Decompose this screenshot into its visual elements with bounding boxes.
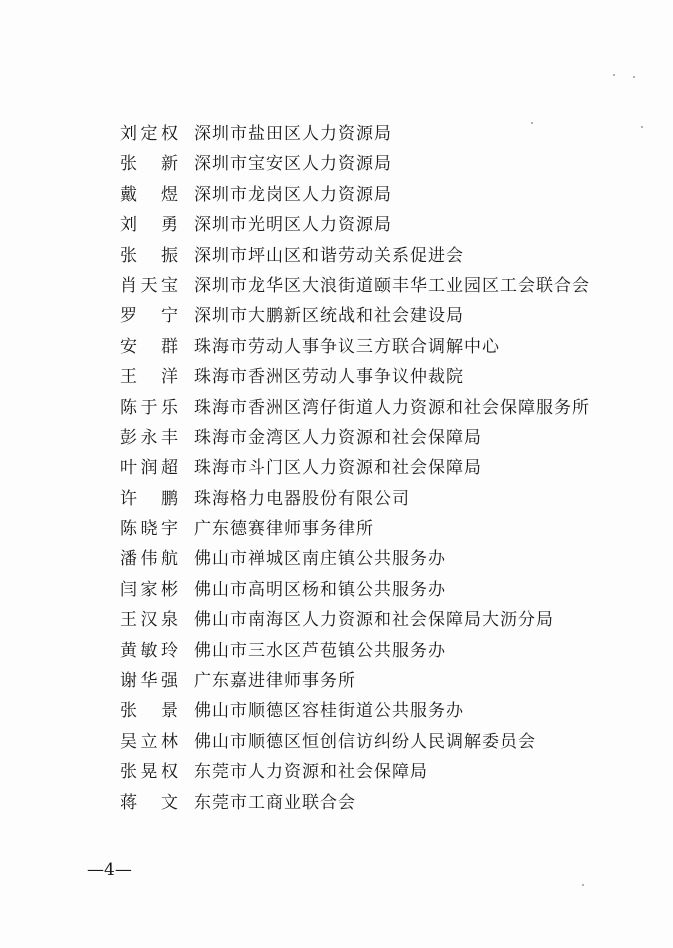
person-name: 刘勇 bbox=[120, 215, 178, 236]
roster-row bbox=[120, 757, 640, 787]
person-name: 闫家彬 bbox=[120, 579, 178, 600]
roster-row bbox=[120, 514, 640, 544]
roster-row bbox=[120, 666, 640, 696]
roster-row bbox=[120, 423, 640, 453]
person-name: 谢华强 bbox=[120, 671, 178, 692]
person-name: 王汉泉 bbox=[120, 610, 178, 631]
person-name: 许鹏 bbox=[120, 488, 178, 509]
person-name: 吴立林 bbox=[120, 731, 178, 752]
person-name: 张振 bbox=[120, 245, 178, 266]
person-name: 罗宁 bbox=[120, 306, 178, 327]
person-name: 蒋文 bbox=[120, 792, 178, 813]
organization-name: 广东德赛律师事务律所 bbox=[194, 519, 374, 540]
roster-row bbox=[120, 393, 640, 423]
person-name: 戴煜 bbox=[120, 184, 178, 205]
organization-name: 深圳市盐田区人力资源局 bbox=[194, 124, 392, 144]
roster-row bbox=[120, 180, 640, 210]
person-name: 张景 bbox=[120, 701, 178, 722]
organization-name: 佛山市顺德区容桂街道公共服务办 bbox=[194, 701, 464, 722]
scan-speck bbox=[641, 126, 643, 128]
organization-name: 深圳市坪山区和谐劳动关系促进会 bbox=[194, 245, 464, 266]
person-name: 安群 bbox=[120, 336, 178, 357]
organization-name: 佛山市顺德区恒创信访纠纷人民调解委员会 bbox=[194, 731, 536, 752]
organization-name: 佛山市三水区芦苞镇公共服务办 bbox=[194, 640, 446, 661]
organization-name: 佛山市高明区杨和镇公共服务办 bbox=[194, 579, 446, 600]
person-name: 叶润超 bbox=[120, 458, 178, 479]
roster-row bbox=[120, 696, 640, 726]
roster-row bbox=[120, 788, 640, 818]
roster-row bbox=[120, 605, 640, 635]
organization-name: 珠海市劳动人事争议三方联合调解中心 bbox=[194, 336, 500, 357]
organization-name: 深圳市宝安区人力资源局 bbox=[194, 154, 392, 175]
organization-name: 深圳市光明区人力资源局 bbox=[194, 215, 392, 236]
page-number: —4— bbox=[87, 860, 132, 880]
roster-row bbox=[120, 241, 640, 271]
organization-name: 佛山市禅城区南庄镇公共服务办 bbox=[194, 549, 446, 570]
person-name: 张新 bbox=[120, 154, 178, 175]
person-name: 陈于乐 bbox=[120, 397, 178, 418]
organization-name: 佛山市南海区人力资源和社会保障局大沥分局 bbox=[194, 610, 554, 631]
roster-row bbox=[120, 271, 640, 301]
person-name: 彭永丰 bbox=[120, 427, 178, 448]
roster-row bbox=[120, 636, 640, 666]
person-name: 陈晓宇 bbox=[120, 519, 178, 540]
roster-row bbox=[120, 484, 640, 514]
person-name: 黄敏玲 bbox=[120, 640, 178, 661]
organization-name: 珠海市金湾区人力资源和社会保障局 bbox=[194, 427, 482, 448]
organization-name: 珠海市香洲区劳动人事争议仲裁院 bbox=[194, 367, 464, 388]
roster-row bbox=[120, 362, 640, 392]
organization-name: 深圳市大鹏新区统战和社会建设局 bbox=[194, 306, 464, 327]
organization-name: 珠海格力电器股份有限公司 bbox=[194, 488, 410, 509]
roster-row bbox=[120, 727, 640, 757]
organization-name: 东莞市工商业联合会 bbox=[194, 792, 356, 813]
roster-row bbox=[120, 119, 640, 149]
person-name: 王洋 bbox=[120, 367, 178, 388]
person-name: 潘伟航 bbox=[120, 549, 178, 570]
organization-name: 珠海市香洲区湾仔街道人力资源和社会保障服务所 bbox=[194, 397, 590, 418]
scan-speck bbox=[582, 884, 584, 886]
organization-name: 东莞市人力资源和社会保障局 bbox=[194, 762, 428, 783]
roster-row bbox=[120, 149, 640, 179]
person-name: 刘定权 bbox=[120, 124, 178, 144]
person-name: 肖天宝 bbox=[120, 275, 178, 296]
roster-row bbox=[120, 453, 640, 483]
organization-name: 深圳市龙岗区人力资源局 bbox=[194, 184, 392, 205]
scan-speck bbox=[633, 76, 635, 78]
roster-row bbox=[120, 210, 640, 240]
roster-row bbox=[120, 544, 640, 574]
roster-row bbox=[120, 301, 640, 331]
organization-name: 珠海市斗门区人力资源和社会保障局 bbox=[194, 458, 482, 479]
scan-speck bbox=[613, 74, 615, 76]
roster-row bbox=[120, 575, 640, 605]
person-name: 张晃权 bbox=[120, 762, 178, 783]
member-roster bbox=[120, 119, 640, 818]
organization-name: 广东嘉进律师事务所 bbox=[194, 671, 356, 692]
roster-row bbox=[120, 332, 640, 362]
organization-name: 深圳市龙华区大浪街道颐丰华工业园区工会联合会 bbox=[194, 275, 590, 296]
